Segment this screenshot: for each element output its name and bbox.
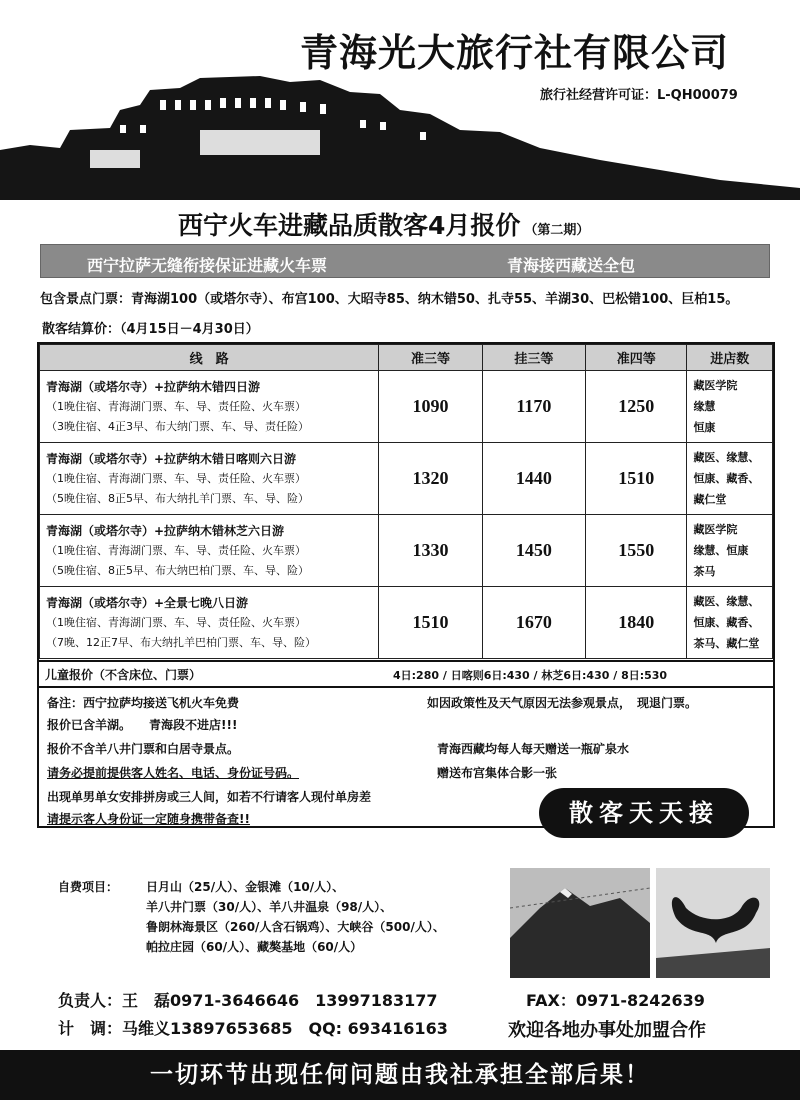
route-detail: （1晚住宿、青海湖门票、车、导、责任险、火车票） <box>46 615 306 629</box>
price-cell: 1440 <box>482 443 585 515</box>
table-row <box>40 515 773 587</box>
daily-pickup-stamp: 散客天天接 <box>539 788 749 838</box>
price-cell: 1330 <box>379 515 482 587</box>
shops-cell <box>687 371 773 443</box>
optional-line: 帕拉庄园（60/人）、藏獒基地（60/人） <box>146 940 363 954</box>
shop-line: 茶马、藏仁堂 <box>693 637 760 650</box>
price-table <box>37 342 775 662</box>
shops-cell <box>687 443 773 515</box>
route-cell <box>40 443 379 515</box>
header-class-1: 准三等 <box>379 345 482 371</box>
note-line: 出现单男单女安排拼房或三人间，如若不行请客人现付单房差 <box>47 790 372 804</box>
optional-line: 鲁朗林海景区（260/人含石锅鸡）、大峡谷（500/人）、 <box>146 920 445 934</box>
kids-label: 儿童报价（不含床位、门票） <box>45 668 202 682</box>
yak-skull-photo <box>656 868 770 978</box>
notes-box <box>37 688 775 828</box>
welcome-slogan: 欢迎各地办事处加盟合作 <box>508 1020 706 1041</box>
note-line: 赠送布宫集体合影一张 <box>437 766 558 780</box>
note-line: 如因政策性及天气原因无法参观景点， 现退门票。 <box>427 696 698 710</box>
price-cell: 1320 <box>379 443 482 515</box>
shop-line: 缘慧 <box>693 400 716 413</box>
note-line: 报价不含羊八井门票和白居寺景点。 <box>47 742 240 756</box>
title-main: 西宁火车进藏品质散客4月报价 <box>178 211 521 240</box>
optional-label: 自费项目： <box>58 880 119 894</box>
dispatcher-contact: 计 调：马维义13897653685 QQ: 693416163 <box>58 1019 448 1038</box>
fax-number: FAX：0971-8242639 <box>526 991 705 1010</box>
banner-right: 青海接西藏送全包 <box>507 256 636 275</box>
price-cell: 1550 <box>586 515 687 587</box>
route-detail: （5晚住宿、8正5早、布大纳巴柏门票、车、导、险） <box>46 563 309 577</box>
route-name: 青海湖（或塔尔寺）+全景七晚八日游 <box>46 595 249 610</box>
footer-guarantee: 一切环节出现任何问题由我社承担全部后果！ <box>0 1050 800 1100</box>
shop-line: 恒康、藏香、 <box>693 616 760 629</box>
header-route: 线 路 <box>40 345 379 371</box>
note-line: 请提示客人身份证一定随身携带备查!! <box>47 812 250 826</box>
price-cell: 1170 <box>482 371 585 443</box>
route-cell <box>40 587 379 659</box>
shop-line: 藏医学院 <box>693 379 738 392</box>
price-cell: 1510 <box>586 443 687 515</box>
price-cell: 1840 <box>586 587 687 659</box>
route-detail: （3晚住宿、4正3早、布大纳门票、车、导、责任险） <box>46 419 309 433</box>
banner-left: 西宁拉萨无缝衔接保证进藏火车票 <box>87 256 328 275</box>
note-line: 请务必提前提供客人姓名、电话、身份证号码。 <box>47 766 300 780</box>
shop-line: 藏医、缘慧、 <box>693 595 760 608</box>
price-cell: 1510 <box>379 587 482 659</box>
price-cell: 1450 <box>482 515 585 587</box>
title-sub: （第二期） <box>524 223 590 238</box>
route-detail: （7晚、12正7早、布大纳扎羊巴柏门票、车、导、险） <box>46 635 316 649</box>
note-line: 青海西藏均每人每天赠送一瓶矿泉水 <box>437 742 630 756</box>
manager-contact: 负责人：王 磊0971-3646646 13997183177 <box>58 991 438 1010</box>
table-row <box>40 443 773 515</box>
table-header-row <box>40 345 773 371</box>
mountain-photo <box>510 868 650 978</box>
optional-line: 羊八井门票（30/人）、羊八井温泉（98/人）、 <box>146 900 393 914</box>
note-line: 备注：西宁拉萨均接送飞机火车免费 <box>47 696 240 710</box>
shops-cell <box>687 515 773 587</box>
route-cell <box>40 371 379 443</box>
page-title <box>178 206 589 242</box>
shop-line: 藏医、缘慧、 <box>693 451 760 464</box>
included-tickets: 包含景点门票：青海湖100（或塔尔寺）、布宫100、大昭寺85、纳木错50、扎寺55、羊湖30、巴松错100、巨柏15。 <box>40 292 739 307</box>
header-class-3: 准四等 <box>586 345 687 371</box>
route-detail: （5晚住宿、8正5早、布大纳扎羊门票、车、导、险） <box>46 491 309 505</box>
table-row <box>40 587 773 659</box>
route-detail: （1晚住宿、青海湖门票、车、导、责任险、火车票） <box>46 399 306 413</box>
header-class-2: 挂三等 <box>482 345 585 371</box>
optional-line: 日月山（25/人）、金银滩（10/人）、 <box>146 880 345 894</box>
shop-line: 藏医学院 <box>693 523 738 536</box>
banner <box>40 244 770 278</box>
route-name: 青海湖（或塔尔寺）+拉萨纳木错四日游 <box>46 379 261 394</box>
route-cell <box>40 515 379 587</box>
shop-line: 缘慧、恒康 <box>693 544 749 557</box>
price-cell: 1250 <box>586 371 687 443</box>
shops-cell <box>687 587 773 659</box>
price-cell: 1670 <box>482 587 585 659</box>
route-name: 青海湖（或塔尔寺）+拉萨纳木错林芝六日游 <box>46 523 285 538</box>
shop-line: 恒康、藏香、 <box>693 472 760 485</box>
company-name: 青海光大旅行社有限公司 <box>300 31 730 75</box>
license-number: 旅行社经营许可证：L-QH00079 <box>540 88 738 103</box>
price-cell: 1090 <box>379 371 482 443</box>
shop-line: 藏仁堂 <box>693 493 727 506</box>
header-shops: 进店数 <box>687 345 773 371</box>
kids-price-row <box>37 662 775 688</box>
shop-line: 茶马 <box>693 565 716 578</box>
table-row <box>40 371 773 443</box>
route-name: 青海湖（或塔尔寺）+拉萨纳木错日喀则六日游 <box>46 451 297 466</box>
route-detail: （1晚住宿、青海湖门票、车、导、责任险、火车票） <box>46 543 306 557</box>
kids-prices: 4日:280 / 日喀则6日:430 / 林芝6日:430 / 8日:530 <box>393 669 668 682</box>
shop-line: 恒康 <box>693 421 716 434</box>
route-detail: （1晚住宿、青海湖门票、车、导、责任险、火车票） <box>46 471 306 485</box>
note-line: 报价已含羊湖。 青海段不进店!!! <box>47 718 238 732</box>
price-period: 散客结算价：（4月15日－4月30日） <box>42 322 259 337</box>
